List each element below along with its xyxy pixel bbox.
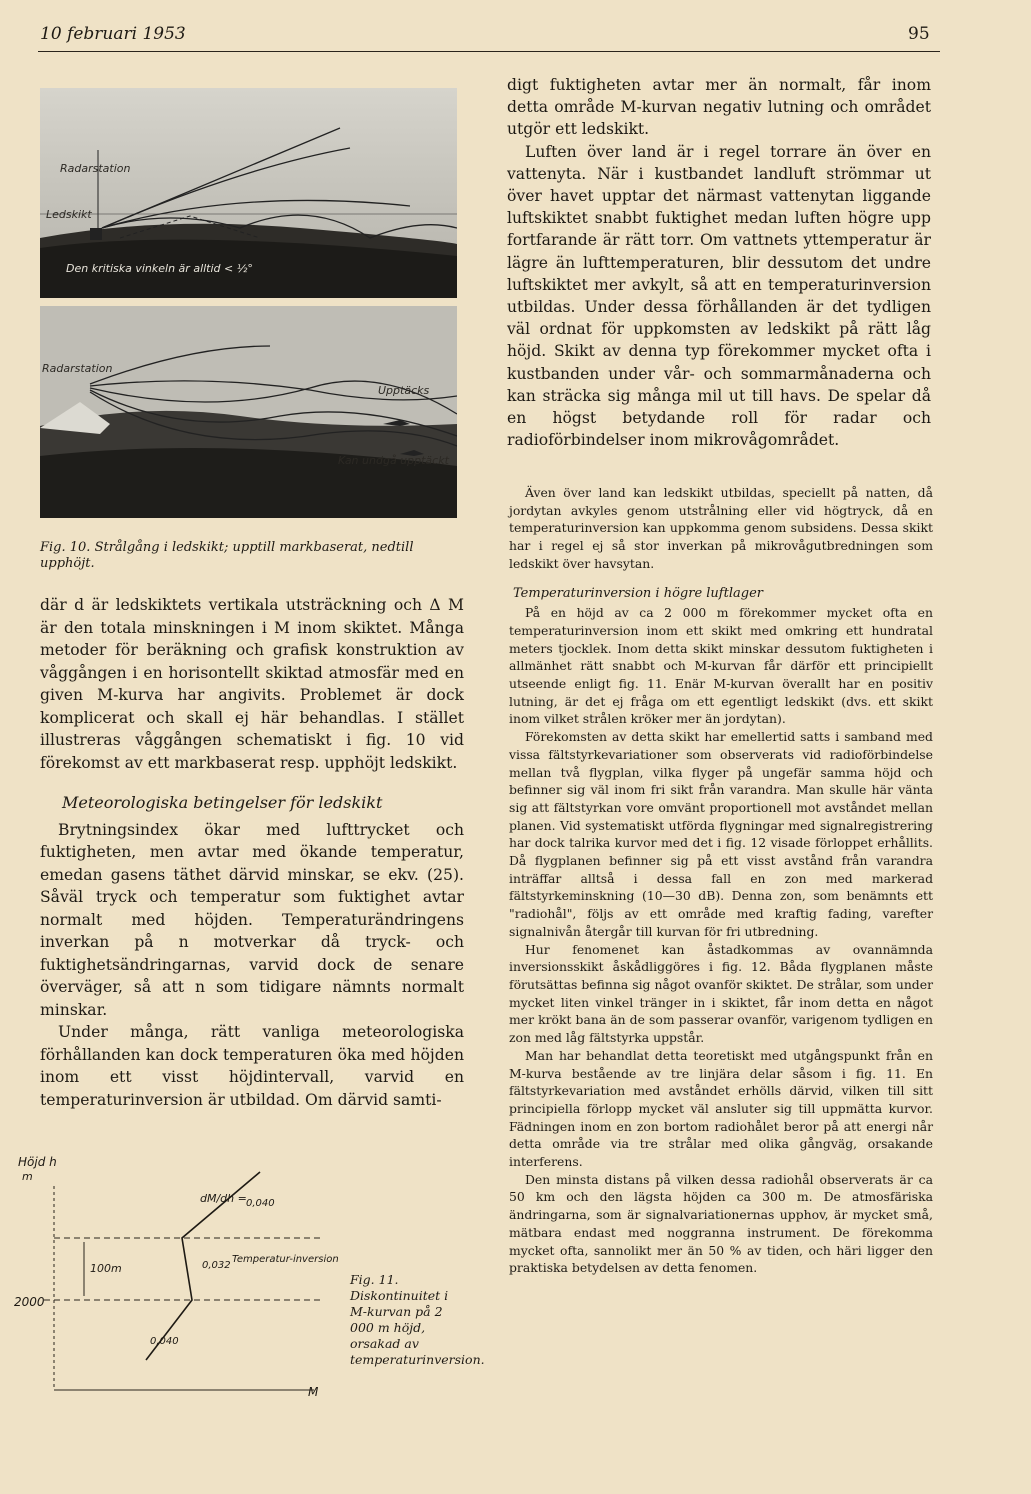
layer-thickness: 100m	[90, 1262, 122, 1275]
small-paragraph-2: På en höjd av ca 2 000 m förekommer mycket ofta en temperaturinversion inom ett skikt med omkring ett hundratal meters tjocklek. Inom detta skikt minskar dessutom fuktigheten i allmänhet rätt snabbt och M-kurvan får därför ett principiellt utseende enligt fig. 11. Enär M-kurvan överallt har en positiv lutning, är det ej fråga om ett egentligt ledskikt (dvs. ett skikt inom vilket strålen kröker mer än jordytan).	[509, 605, 933, 727]
figure-10-caption: Fig. 10. Strålgång i ledskikt; upptill markbaserat, nedtill upphöjt.	[40, 540, 414, 571]
right-paragraph-2: Luften över land är i regel torrare än över en vattenyta. När i kustbandet landluft strömmar ut över havet upptar det närmast vattenytan liggande luftskiktet snabbt fuktighet medan luften högre upp fortfarande är rätt torr. Om vattnets yttemperatur är lägre än lufttemperaturen, blir dessutom det undre luftskiktet mer avkylt, så att en temperaturinversion utbildas. Under dessa förhållanden är det tydligen väl ordnat för uppkomsten av ledskikt på rätt låg höjd. Skikt av denna typ förekommer mycket ofta i kustbanden under vår- och sommarmånaderna och kan sträcka sig många mil ut till havs. De spelar då en högst betydande roll för radar och radioförbindelser inom mikrovågområdet.	[507, 142, 931, 450]
left-column	[40, 594, 464, 1111]
y-axis-label: Höjd h	[18, 1155, 57, 1169]
header-date: 10 februari 1953	[40, 24, 186, 44]
label-detected: Upptäcks	[378, 384, 430, 397]
y-tick-2000: 2000	[14, 1295, 45, 1309]
label-undetected: Kan undgå upptäckt	[338, 454, 449, 467]
slope-top: 0,040	[246, 1198, 275, 1209]
figure-11	[14, 1150, 344, 1410]
small-paragraph-6: Den minsta distans på vilken dessa radiohål observerats är ca 50 km och den lägsta höjden ca 300 m. De atmosfäriska ändringarna, som är signalvariationernas upphov, är mycket små, mätbara endast med noggranna instrument. De förekomma mycket ofta, sannolikt mer än 50 % av tiden, och häri ligger den praktiska betydelsen av detta fenomen.	[509, 1171, 933, 1276]
label-radar-station-top: Radarstation	[60, 162, 131, 175]
elevated-duct-diagram	[40, 306, 457, 518]
x-axis-label: M	[308, 1385, 319, 1399]
right-column-small	[509, 484, 933, 1277]
label-critical-angle: Den kritiska vinkeln är alltid < ½°	[66, 262, 253, 275]
slope-bottom: 0,040	[150, 1336, 179, 1347]
section-heading-inversion: Temperaturinversion i högre luftlager	[513, 585, 763, 601]
section-heading-meteorology: Meteorologiska betingelser för ledskikt	[62, 793, 383, 812]
small-paragraph-1: Även över land kan ledskikt utbildas, speciellt på natten, då jordytan avkyles genom utstrålning eller vid högtryck, då en temperaturinversion kan uppkomma genom subsidens. Dessa skikt har i regel ej så stor inverkan på mikrovågutbredningen som ledskikt över havsytan.	[509, 485, 933, 571]
label-radar-station-bottom: Radarstation	[42, 362, 113, 375]
label-duct-top: Ledskikt	[46, 208, 92, 221]
figure-10	[40, 88, 457, 518]
small-paragraph-4: Hur fenomenet kan åstadkommas av ovannämnda inversionsskikt åskådliggöres i fig. 12. Båda flygplanen måste förutsättas befinna sig något ovanför skiktet. De strålar, som under mycket liten vinkel tränger in i skiktet, får inom detta en något mer krökt bana än de som passerar ovanför, varigenom tydligen en zon med låg fältstyrka uppstår.	[509, 941, 933, 1046]
left-paragraph-2: Brytningsindex ökar med lufttrycket och fuktigheten, men avtar med ökande temperatur, emedan gasens täthet därvid minskar, se ekv. (25). Såväl tryck och temperatur som fuktighet avtar normalt med höjden. Temperaturändringens inverkan på n motverkar då tryck- och fuktighetsändringarnas, varvid dock de senare överväger, så att n som tidigare nämnts normalt minskar.	[40, 820, 464, 1019]
y-axis-unit: m	[22, 1170, 33, 1183]
slope-middle: 0,032	[202, 1260, 231, 1271]
figure-10-bottom-panel	[40, 306, 457, 518]
left-paragraph-1: där d är ledskiktets vertikala utsträckning och Δ M är den totala minskningen i M inom skiktet. Många metoder för beräkning och grafisk konstruktion av våggången i en horisontellt skiktad atmosfär med en given M-kurva har angivits. Problemet är dock komplicerat och skall ej här behandlas. I stället illustreras våggången schematiskt i fig. 10 vid förekomst av ett markbaserat resp. upphöjt ledskikt.	[40, 596, 464, 772]
left-paragraph-3: Under många, rätt vanliga meteorologiska förhållanden kan dock temperaturen öka med höjden inom ett visst höjdintervall, varvid en temperaturinversion är utbildad. Om därvid samti-	[40, 1023, 464, 1109]
figure-10-top-panel	[40, 88, 457, 298]
small-paragraph-5: Man har behandlat detta teoretiskt med utgångspunkt från en M-kurva bestående av tre linjära delar såsom i fig. 11. En fältstyrkevariation med avståndet erhölls därvid, vilken till sitt principiella förlopp mycket väl ansluter sig till uppmätta kurvor. Fädningen inom en zon bortom radiohålet beror på att energi når detta område via tre strålar med olika gångväg, orsakande interferens.	[509, 1047, 933, 1170]
gradient-label: dM/dh =	[200, 1192, 247, 1205]
figure-11-caption: Fig. 11. Diskontinuitet i M-kurvan på 2 000 m höjd, orsakad av temperaturinversion.	[350, 1272, 485, 1367]
right-column-large	[507, 74, 931, 451]
small-paragraph-3: Förekomsten av detta skikt har emellertid satts i samband med vissa fältstyrkevariationer som observerats vid radioförbindelse mellan två flygplan, vilka flyger på ungefär samma höjd och befinner sig väl inom fri sikt från varandra. Man skulle här vänta sig att fältstyrkan vore omvänt proportionell mot avståndet mellan planen. Vid systematiskt utförda flygningar med signalregistrering har dock talrika kurvor med det i fig. 12 visade förloppet erhållits. Då flygplanen befinner sig på ett visst avstånd från varandra inträffar alltså i dessa fall en zon med markerad fältstyrkeminskning (10—30 dB). Denna zon, som benämnts ett "radiohål", följs av ett område med kraftig fading, varefter signalnivån återgår till kurvan för fri utbredning.	[509, 729, 933, 939]
header-rule	[38, 51, 940, 52]
page-number: 95	[908, 24, 930, 44]
right-paragraph-1: digt fuktigheten avtar mer än normalt, får inom detta område M-kurvan negativ lutning och området utgör ett ledskikt.	[507, 76, 931, 139]
inversion-label: Temperatur-inversion	[232, 1254, 339, 1265]
